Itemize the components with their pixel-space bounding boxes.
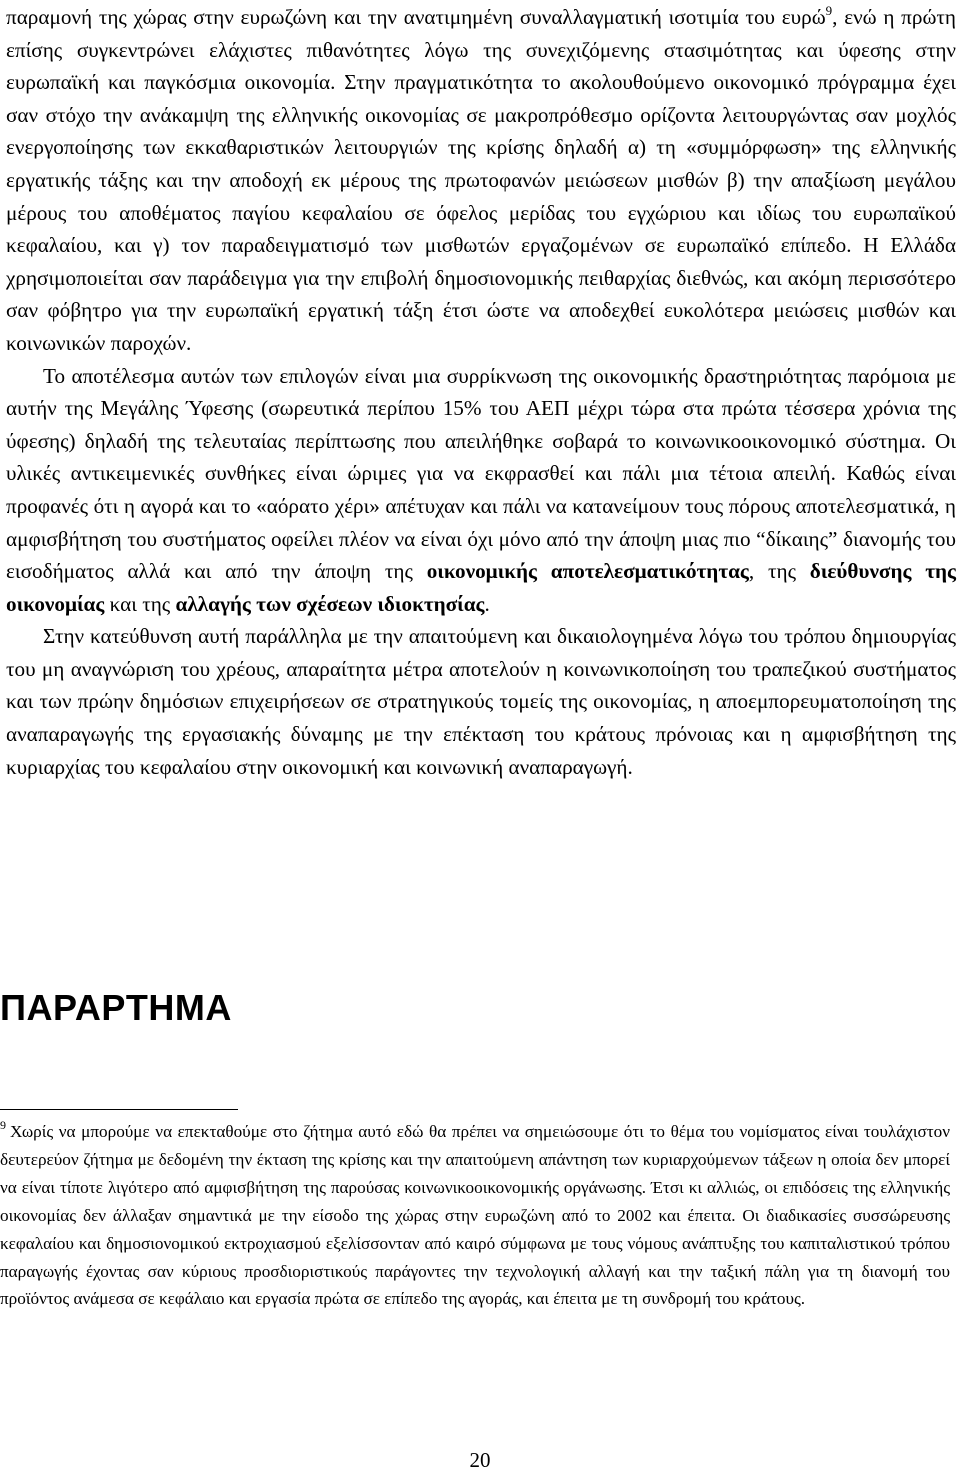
- paragraph-2-text-a: Το αποτέλεσμα αυτών των επιλογών είναι μια συρρίκνωση της οικονομικής δραστηριότητας παρόμοια με αυτήν της Μεγάλης Ύφεσης (σωρευτικά περίπου 15% του ΑΕΠ μέχρι τώρα στα πρώτα τέσσερα χρόνια της ύφεσης) δηλαδή της τελευταίας περίπτωσης που απειλήθηκε σοβαρά το κοινωνικοοικονομικό σύστημα. Οι υλικές αντικειμενικές συνθήκες είναι ώριμες για να εκφρασθεί και πάλι μια τέτοια απειλή. Καθώς είναι προφανές ότι η αγορά και το «αόρατο χέρι» απέτυχαν και πάλι να κατανείμουν τους πόρους αποτελεσματικά, η αμφισβήτηση του συστήματος οφείλει πλέον να είναι όχι μόνο από την άποψη μιας πιο “δίκαιης” διανομής του εισοδήματος αλλά και από την άποψη της: [6, 363, 956, 584]
- footnote-9: [0, 1118, 950, 1313]
- bold-ownership-change: αλλαγής των σχέσεων ιδιοκτησίας: [175, 591, 485, 616]
- body-paragraph-1: [6, 0, 956, 360]
- footnote-reference-9[interactable]: 9: [825, 3, 833, 18]
- bold-economy-management: διεύθυνσης της οικονομίας: [6, 559, 956, 616]
- page-number: 20: [469, 1448, 491, 1472]
- body-paragraph-2: [6, 360, 956, 621]
- bold-economic-efficiency: οικονομικής αποτελεσματικότητας: [426, 559, 749, 584]
- appendix-heading: ΠΑΡΑΡΤΗΜΑ: [0, 987, 232, 1028]
- paragraph-2-text-c: , της: [748, 559, 810, 584]
- footnote-separator: [0, 1109, 238, 1110]
- body-paragraph-3: Στην κατεύθυνση αυτή παράλληλα με την απαιτούμενη και δικαιολογημένα λόγω του τρόπου δημιουργίας του μη αναγνώριση του χρέους, απαραίτητα μέτρα αποτελούν η κοινωνικοποίηση του τραπεζικού συστήματος και των πρώην δημόσιων επιχειρήσεων σε στρατηγικούς τομείς της οικονομίας, η αποεμπορευματοποίηση της αναπαραγωγής της εργασιακής δύναμης με την επέκταση του κράτους πρόνοιας και η αμφισβήτηση της κυριαρχίας του κεφαλαίου στην οικονομική και κοινωνική αναπαραγωγή.: [6, 624, 956, 779]
- document-page: [6, 0, 956, 783]
- paragraph-2-text-e: .: [484, 591, 490, 616]
- paragraph-1-text-b: , ενώ η πρώτη επίσης συγκεντρώνει ελάχιστες πιθανότητες λόγω της συνεχιζόμενης στασιμότητας και ύφεσης στην ευρωπαϊκή και παγκόσμια οικονομία. Στην πραγματικότητα το ακολουθούμενο οικονομικό πρόγραμμα έχει σαν στόχο την ανάκαμψη της ελληνικής οικονομίας σε μακροπρόθεσμο ορίζοντα λειτουργώντας σαν μοχλός ενεργοποίησης των εκκαθαριστικών λειτουργιών της κρίσης δηλαδή α) τη «συμμόρφωση» της ελληνικής εργατικής τάξης και την αποδοχή εκ μέρους της πρωτοφανών μειώσεων μισθών β) την απαξίωση μεγάλου μέρους του αποθέματος παγίου κεφαλαίου σε όφελος μερίδας του εγχώριου και ιδίως του ευρωπαϊκού κεφαλαίου, και γ) τον παραδειγματισμό των μισθωτών εργαζομένων σε ευρωπαϊκό επίπεδο. Η Ελλάδα χρησιμοποιείται σαν παράδειγμα για την επιβολή δημοσιονομικής πειθαρχίας διεθνώς, και ακόμη περισσότερο σαν φόβητρο για την ευρωπαϊκή εργατική τάξη έτσι ώστε να αποδεχθεί ευκολότερα μειώσεις μισθών και κοινωνικών παροχών.: [6, 5, 956, 355]
- footnote-text: Χωρίς να μπορούμε να επεκταθούμε στο ζήτημα αυτό εδώ θα πρέπει να σημειώσουμε ότι το θέμα του νομίσματος είναι τουλάχιστον δευτερεύον ζήτημα με δεδομένη την έκταση της κρίσης και την απαιτούμενη απάντηση των κυριαρχούμενων τάξεων η οποία δεν μπορεί να είναι τίποτε λιγότερο από αμφισβήτηση της παρούσας κοινωνικοοικονομικής οργάνωσης. Έτσι κι αλλιώς, οι επιδόσεις της ελληνικής οικονομίας δεν άλλαξαν σημαντικά με την είσοδο της χώρας στην ευρωζώνη από το 2002 και έπειτα. Οι διαδικασίες συσσώρευσης κεφαλαίου και δημοσιονομικού εκτροχιασμού εξελίσσονταν από καιρό σύμφωνα με τους νόμους ανάπτυξης του καπιταλιστικού τρόπου παραγωγής έχοντας σαν κύριους προσδιοριστικούς παράγοντες την τεχνολογική αλλαγή και την ταξική πάλη για τη διανομή του προϊόντος ανάμεσα σε κεφάλαιο και εργασία πρώτα σε επίπεδο της αγοράς, και έπειτα με τη συνδρομή του κράτους.: [0, 1122, 950, 1309]
- paragraph-1-text-a: παραμονή της χώρας στην ευρωζώνη και την ανατιμημένη συναλλαγματική ισοτιμία του ευρώ: [6, 5, 826, 29]
- paragraph-2-text-d: και της: [104, 591, 176, 616]
- footnote-marker: 9: [0, 1118, 6, 1132]
